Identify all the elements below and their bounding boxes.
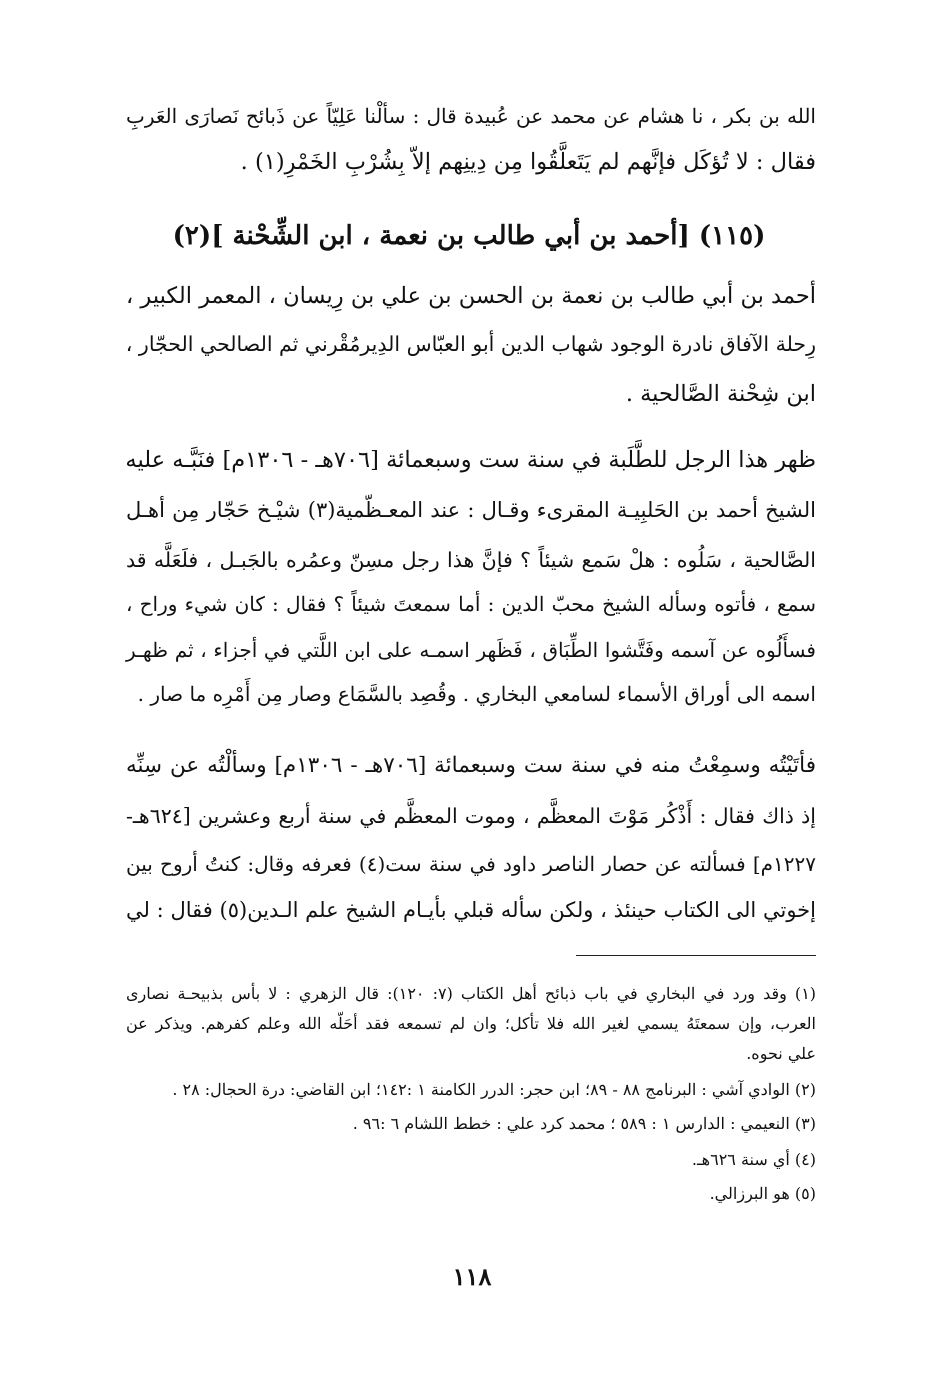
footnote-1-line-3: علي نحوه.	[746, 1044, 816, 1063]
intro-line-2: فقال : لا تُؤكَل فإنَّهم لم يَتَعلَّقُوا مِن دِينِهم إلاّ بِشُرْبِ الخَمْرِ(١) .	[240, 149, 816, 175]
para2-line-5: فسأَلُوه عن آسمه وفَتَّشوا الطِّبَاق ، فَظَهر اسمـه على ابن اللَّتي في أجزاء ، ثم ظهـر	[126, 638, 816, 662]
footnote-1-line-1: (١) وقد ورد في البخاري في باب ذبائح أهل الكتاب (٧: ١٢٠): قال الزهري : لا بأس بذبيحـة نصارى	[126, 984, 817, 1003]
footnote-5: (٥) هو البرزالي.	[709, 1184, 816, 1203]
footnote-1-line-2: العرب، وإن سمعتَهُ يسمي لغير الله فلا تأكل؛ وان لم تسمعه فقد أحَلّه الله وعلم كفرهم. ويذكر عن	[126, 1014, 816, 1033]
para1-line-1: أحمد بن أبي طالب بن نعمة بن الحسن بن علي بن رِيسان ، المعمر الكبير ،	[126, 283, 816, 309]
para2-line-1: ظهر هذا الرجل للطَّلَبة في سنة ست وسبعمائة [٧٠٦هـ - ١٣٠٦م] فنَبَّـه عليه	[125, 447, 816, 473]
intro-line-1: الله بن بكر ، نا هشام عن محمد عن عُبيدة قال : سألْنا عَلِيّاً عن ذَبائح نَصارَى العَربِ	[126, 104, 816, 128]
para3-line-1: فأتَيْتُه وسمِعْتُ منه في سنة ست وسبعمائة [٧٠٦هـ - ١٣٠٦م] وسألْتُه عن سِنِّه	[126, 753, 816, 778]
para1-line-3: ابن شِحْنة الصَّالحية .	[625, 381, 816, 407]
footnote-4: (٤) أي سنة ٦٢٦هـ.	[691, 1150, 816, 1169]
para2-line-6: اسمه الى أوراق الأسماء لسامعي البخاري . وقُصِد بالسَّمَاع وصار مِن أَمْرِه ما صار .	[137, 682, 816, 706]
para1-line-2: رِحلة الآفاق نادرة الوجود شهاب الدين أبو العبّاس الدِيرمُقْرني ثم الصالحي الحجّار ،	[125, 332, 816, 356]
para3-line-4: إخوتي الى الكتاب حينئذ ، ولكن سأله قبلي بأيـام الشيخ علم الـدين(٥) فقال : لي	[126, 898, 816, 922]
para2-line-3: الصَّالحية ، سَلُوه : هلْ سَمع شيئاً ؟ فإنَّ هذا رجل مسِنّ وعمُره بالجَبـل ، فلَعَلَّه قد	[126, 548, 816, 572]
footnote-3: (٣) النعيمي : الدارس ١ : ٥٨٩ ؛ محمد كرد علي : خطط اللشام ٦ :٩٦ .	[352, 1114, 816, 1133]
para2-line-4: سمع ، فأتوه وسأله الشيخ محبّ الدين : أما سمعتَ شيئاً ؟ فقال : كان شيء وراح ،	[126, 592, 816, 616]
para3-line-2: إذ ذاك فقال : أَذْكُر مَوْتَ المعظَّم ، وموت المعظَّم في سنة أربع وعشرين [٦٢٤هـ-	[126, 804, 816, 828]
page-number: ١١٨	[452, 1262, 492, 1291]
para3-line-3: ١٢٢٧م] فسألته عن حصار الناصر داود في سنة ست(٤) فعرفه وقال: كنتُ أروح بين	[126, 852, 816, 876]
footnote-2: (٢) الوادي آشي : البرنامج ٨٨ - ٨٩؛ ابن حجر: الدرر الكامنة ١ :١٤٢؛ ابن القاضي: درة الحجال: ٢٨ .	[172, 1080, 816, 1099]
para2-line-2: الشيخ أحمد بن الحَلبِيـة المقرىء وقـال : عند المعـظّمية(٣) شيْـخ حَجّار مِن أهـل	[126, 498, 817, 522]
footnote-divider	[576, 955, 816, 956]
entry-heading: (١١٥) [أحمد بن أبي طالب بن نعمة ، ابن الشِّحْنة ](٢)	[172, 221, 766, 251]
